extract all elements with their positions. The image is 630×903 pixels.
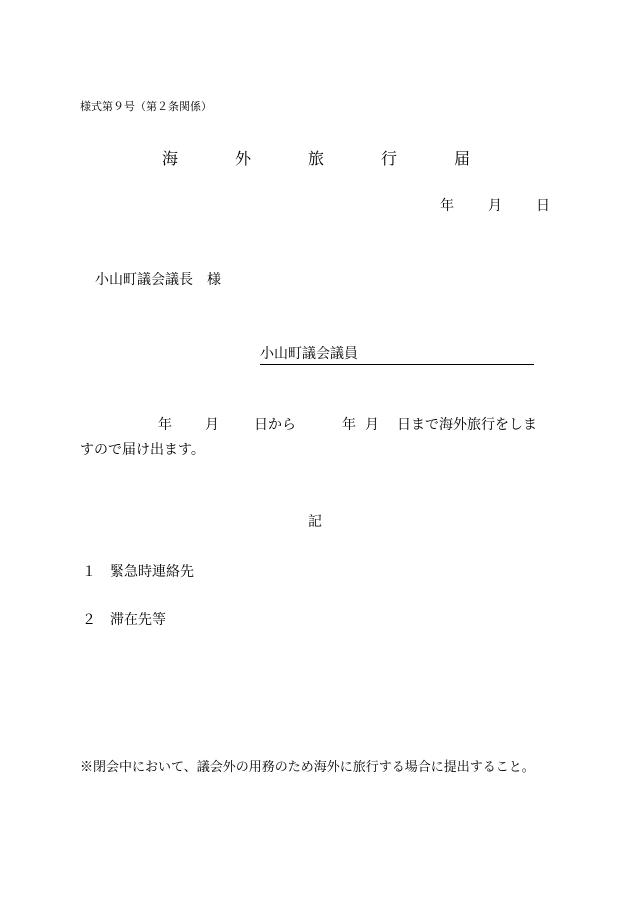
title-char: 届 [454,149,471,168]
date-day: 日 [536,198,550,214]
date-year: 年 [440,198,454,214]
submission-date [440,195,560,213]
title-char: 外 [235,149,252,168]
footnote: ※閉会中において、議会外の用務のため海外に旅行する場合に提出すること。 [80,760,535,775]
item-number: ２ [82,612,96,628]
item-number: １ [82,564,96,580]
ki-heading: 記 [308,514,322,530]
date-month: 月 [488,198,502,214]
addressee: 小山町議会議長 様 [95,272,221,288]
to-year: 年 [342,417,356,433]
to-day: 日まで海外旅行をしま [397,417,537,433]
form-number: 様式第９号（第２条関係） [80,100,212,113]
item-label: 滞在先等 [110,612,166,628]
title-char: 海 [162,149,179,168]
list-item [82,561,194,581]
title-char: 旅 [308,149,325,168]
document-title [158,146,473,168]
from-month: 月 [205,417,219,433]
list-item [82,609,166,629]
to-month: 月 [365,417,379,433]
from-day: 日から [254,417,296,433]
body-line-1 [80,414,555,434]
signer-label: 小山町議会議員 [260,346,358,362]
title-char: 行 [381,149,398,168]
body-line-2: すので届け出ます。 [80,442,205,458]
item-label: 緊急時連絡先 [110,564,194,580]
from-year: 年 [158,417,172,433]
signer-field [260,343,534,365]
